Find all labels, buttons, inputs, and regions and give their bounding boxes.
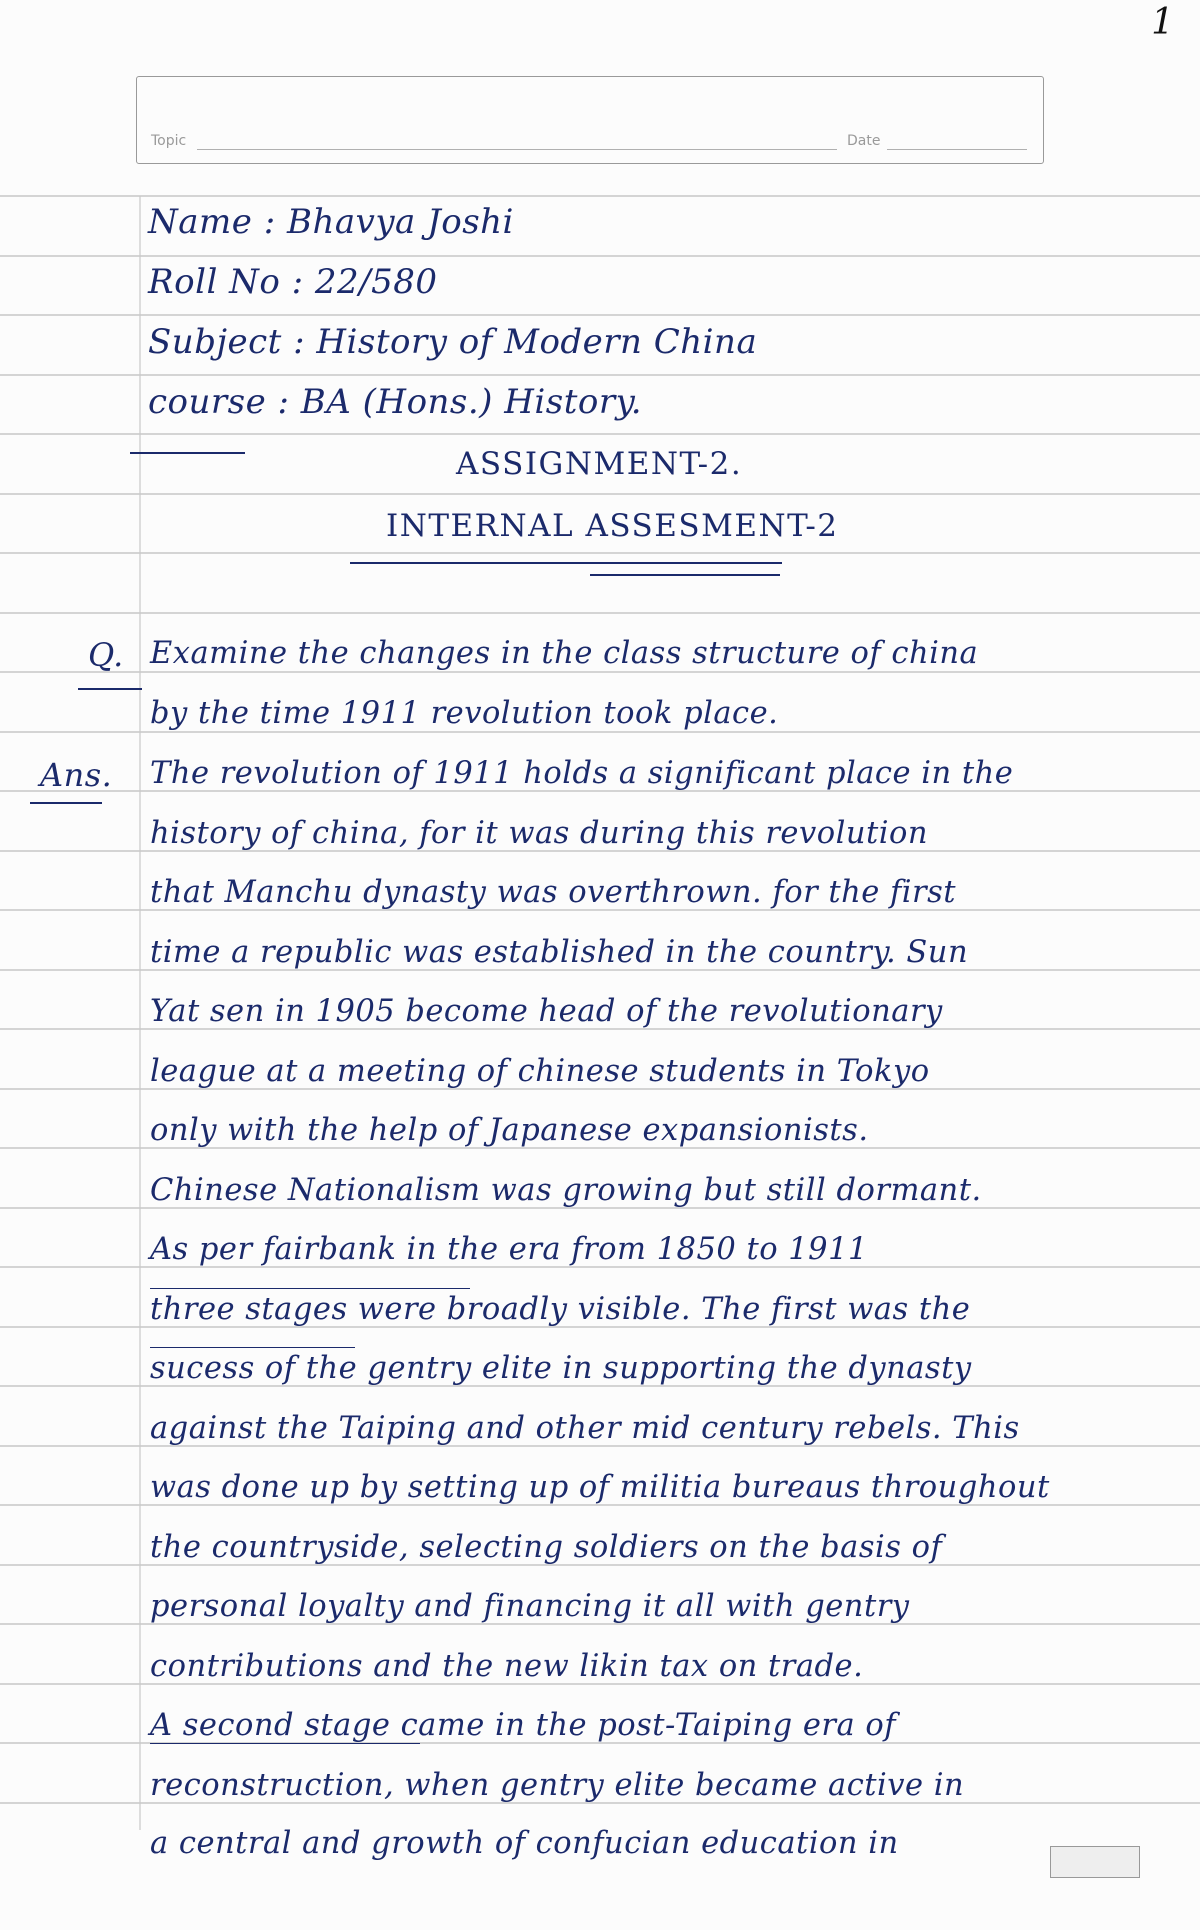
subject: Subject : History of Modern China <box>148 322 758 362</box>
header-underline <box>130 452 245 454</box>
answer-line: only with the help of Japanese expansionists. <box>150 1113 869 1148</box>
course: course : BA (Hons.) History. <box>148 382 643 422</box>
question-line: Examine the changes in the class structure of china <box>150 636 979 671</box>
emphasis-underline <box>150 1288 470 1289</box>
scanner-stamp <box>1050 1846 1140 1878</box>
answer-line: that Manchu dynasty was overthrown. for the first <box>150 875 957 910</box>
topic-line <box>197 149 837 150</box>
answer-line: personal loyalty and financing it all with gentry <box>150 1589 910 1624</box>
emphasis-underline <box>150 1743 420 1744</box>
internal-assessment-heading: INTERNAL ASSESMENT-2 <box>386 508 839 544</box>
topic-label: Topic <box>151 133 187 149</box>
answer-line: history of china, for it was during this revolution <box>150 816 928 851</box>
answer-line: sucess of the gentry elite in supporting the dynasty <box>150 1351 972 1386</box>
question-marker: Q. <box>88 636 124 674</box>
date-label: Date <box>847 133 881 149</box>
answer-line: against the Taiping and other mid century rebels. This <box>150 1411 1020 1446</box>
answer-line: the countryside, selecting soldiers on the basis of <box>150 1530 943 1565</box>
answer-line: Yat sen in 1905 become head of the revolutionary <box>150 994 943 1029</box>
answer-marker-underline <box>30 802 102 804</box>
answer-line: Chinese Nationalism was growing but still dormant. <box>150 1173 982 1208</box>
page-number: 1 <box>1151 2 1174 43</box>
heading-underline-1 <box>350 562 782 564</box>
student-name: Name : Bhavya Joshi <box>148 202 514 242</box>
topic-date-box <box>136 76 1044 164</box>
answer-marker: Ans. <box>40 756 113 794</box>
question-line: by the time 1911 revolution took place. <box>150 696 779 731</box>
assignment-heading: ASSIGNMENT-2. <box>456 446 743 482</box>
answer-line: As per fairbank in the era from 1850 to 1911 <box>150 1232 868 1267</box>
answer-line: was done up by setting up of militia bureaus throughout <box>150 1470 1050 1505</box>
question-marker-underline <box>78 688 142 690</box>
answer-line: a central and growth of confucian education in <box>150 1826 899 1861</box>
answer-line: reconstruction, when gentry elite became active in <box>150 1768 965 1803</box>
answer-line: The revolution of 1911 holds a significant place in the <box>150 756 1014 791</box>
answer-line: time a republic was established in the country. Sun <box>150 935 969 970</box>
roll-number: Roll No : 22/580 <box>148 262 438 302</box>
heading-underline-2 <box>590 574 780 576</box>
answer-line: three stages were broadly visible. The first was the <box>150 1292 971 1327</box>
answer-line: league at a meeting of chinese students in Tokyo <box>150 1054 930 1089</box>
answer-line: contributions and the new likin tax on trade. <box>150 1649 864 1684</box>
date-line <box>887 149 1027 150</box>
answer-line: A second stage came in the post-Taiping era of <box>150 1708 896 1743</box>
emphasis-underline <box>150 1347 355 1348</box>
